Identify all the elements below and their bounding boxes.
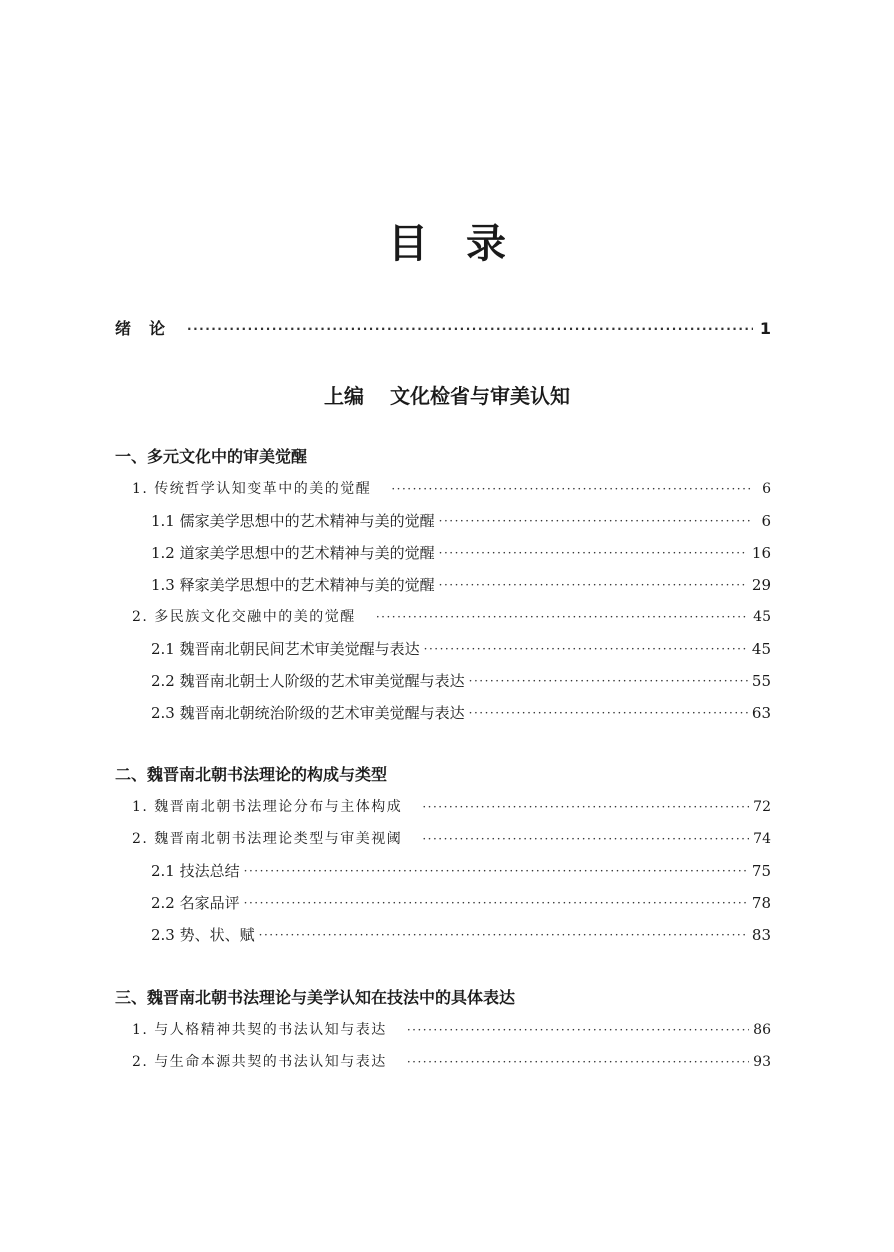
toc-entry[interactable] xyxy=(151,924,771,946)
toc-entry-label: 1. 与人格精神共契的书法认知与表达 xyxy=(132,1022,387,1038)
toc-entry-page: 45 xyxy=(753,609,771,625)
toc-entry[interactable] xyxy=(151,510,771,532)
toc-entry-intro[interactable] xyxy=(115,318,771,340)
toc-entry-page: 29 xyxy=(751,576,771,594)
toc-entry-label: 绪论 xyxy=(115,319,184,338)
toc-entry[interactable] xyxy=(151,860,771,882)
dot-leader xyxy=(391,478,753,500)
toc-entry-label: 1. 传统哲学认知变革中的美的觉醒 xyxy=(132,481,372,497)
toc-entry-label: 2.3 势、状、赋 xyxy=(151,926,255,944)
toc-entry-page: 45 xyxy=(751,640,771,658)
dot-leader xyxy=(244,860,748,882)
dot-leader xyxy=(259,924,748,946)
toc-entry-label: 1. 魏晋南北朝书法理论分布与主体构成 xyxy=(132,799,403,815)
toc-entry-label: 2.2 魏晋南北朝士人阶级的艺术审美觉醒与表达 xyxy=(151,672,465,690)
toc-entry-page: 1 xyxy=(759,319,771,338)
dot-leader xyxy=(439,542,748,564)
toc-entry-label: 2.2 名家品评 xyxy=(151,894,240,912)
toc-entry-label: 2.1 技法总结 xyxy=(151,862,240,880)
toc-entry-page: 93 xyxy=(753,1054,771,1070)
toc-entry-page: 6 xyxy=(761,512,771,530)
dot-leader xyxy=(407,1019,749,1041)
dot-leader xyxy=(469,670,748,692)
page-title: 目录 xyxy=(388,221,544,267)
toc-entry[interactable] xyxy=(151,702,771,724)
toc-entry-label: 1.2 道家美学思想中的艺术精神与美的觉醒 xyxy=(151,544,435,562)
part-title xyxy=(0,382,894,410)
toc-entry[interactable] xyxy=(151,542,771,564)
toc-entry-page: 78 xyxy=(751,894,771,912)
toc-entry-page: 55 xyxy=(751,672,771,690)
part-prefix: 上编 xyxy=(324,384,364,408)
chapter-heading[interactable]: 二、魏晋南北朝书法理论的构成与类型 xyxy=(115,765,388,784)
toc-entry-page: 16 xyxy=(751,544,771,562)
toc-entry-label: 2. 与生命本源共契的书法认知与表达 xyxy=(132,1054,387,1070)
toc-entry[interactable] xyxy=(132,1019,771,1041)
toc-entry-page: 74 xyxy=(753,831,771,847)
toc-entry-label: 1.1 儒家美学思想中的艺术精神与美的觉醒 xyxy=(151,512,435,530)
toc-entry[interactable] xyxy=(132,796,771,818)
toc-entry[interactable] xyxy=(132,1051,771,1073)
toc-entry-page: 83 xyxy=(751,926,771,944)
toc-entry-label: 1.3 释家美学思想中的艺术精神与美的觉醒 xyxy=(151,576,435,594)
toc-entry[interactable] xyxy=(151,574,771,596)
toc-entry-page: 63 xyxy=(751,704,771,722)
dot-leader xyxy=(439,574,748,596)
dot-leader xyxy=(376,606,749,628)
chapter-heading[interactable]: 一、多元文化中的审美觉醒 xyxy=(115,447,308,466)
toc-entry[interactable] xyxy=(132,606,771,628)
toc-entry-label: 2. 魏晋南北朝书法理论类型与审美视阈 xyxy=(132,831,403,847)
dot-leader xyxy=(422,796,749,818)
dot-leader xyxy=(187,318,753,340)
toc-entry[interactable] xyxy=(151,638,771,660)
toc-entry[interactable] xyxy=(132,478,771,500)
toc-entry-label: 2. 多民族文化交融中的美的觉醒 xyxy=(132,609,356,625)
chapter-heading[interactable]: 三、魏晋南北朝书法理论与美学认知在技法中的具体表达 xyxy=(115,988,516,1007)
toc-entry-page: 86 xyxy=(753,1022,771,1038)
dot-leader xyxy=(422,828,749,850)
toc-entry-page: 75 xyxy=(751,862,771,880)
toc-entry-page: 72 xyxy=(753,799,771,815)
dot-leader xyxy=(424,638,748,660)
toc-entry[interactable] xyxy=(151,892,771,914)
toc-entry[interactable] xyxy=(132,828,771,850)
toc-entry-label: 2.3 魏晋南北朝统治阶级的艺术审美觉醒与表达 xyxy=(151,704,465,722)
dot-leader xyxy=(439,510,753,532)
dot-leader xyxy=(244,892,748,914)
toc-entry-page: 6 xyxy=(762,481,771,497)
toc-entry-label: 2.1 魏晋南北朝民间艺术审美觉醒与表达 xyxy=(151,640,420,658)
part-name: 文化检省与审美认知 xyxy=(390,384,570,408)
dot-leader xyxy=(469,702,748,724)
dot-leader xyxy=(407,1051,749,1073)
toc-entry[interactable] xyxy=(151,670,771,692)
